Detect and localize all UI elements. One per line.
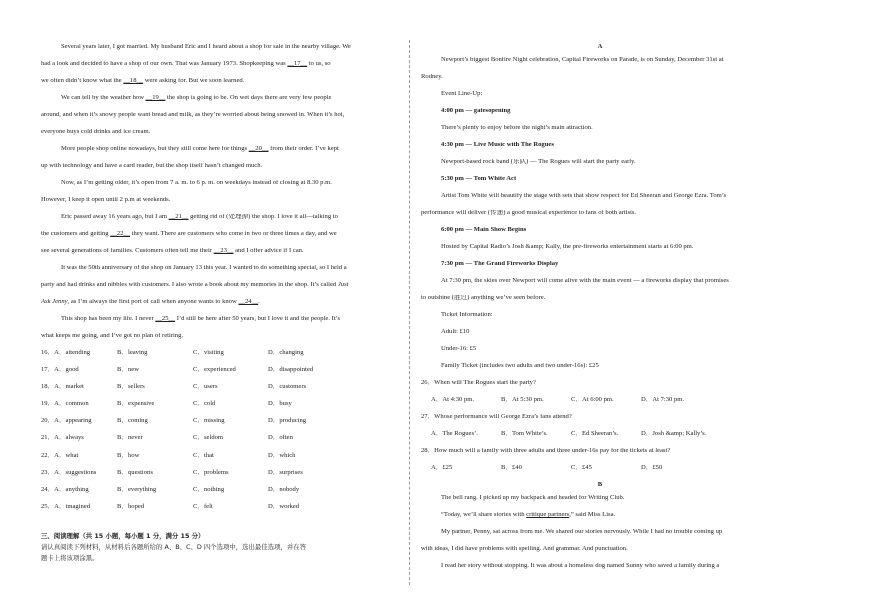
question-28: 28．How much will a family with three adults and three under-16s pay for the tickets at least? — [421, 448, 671, 454]
page-divider — [409, 40, 410, 585]
blank-25: __25__ — [155, 316, 176, 322]
passage-line: Newport-based rock band (乐队) — The Rogues will start the party early. — [441, 159, 636, 165]
passage-line: This shop has been my life. I never __25__ I’d still be here after 50 years, but I love it and the people. It’s — [61, 316, 341, 322]
blank-17: __17__ — [287, 61, 308, 67]
option-row: 23．A．suggestions B．questions C．problems D．surprises — [41, 468, 303, 476]
option-row: 24．A．anything B．everything C．nothing D．nobody — [41, 485, 300, 493]
passage-line: Now, as I’m getting older, it’s open from 7 a. m. to 6 p. m. on weekdays instead of closing at 8.30 p.m. — [61, 180, 332, 186]
passage-line: with ideas, I did have problems with spelling. And grammar. And punctuation. — [421, 546, 628, 552]
passage-line: Family Ticket (includes two adults and two under-16s): £25 — [441, 363, 599, 369]
right-column — [421, 44, 779, 580]
book-title: Just — [337, 282, 349, 288]
passage-line: Hosted by Capital Radio’s Josh &amp; Kally, the pre-fireworks entertainment starts at 6:00 pm. — [441, 244, 694, 250]
blank-18: __18__ — [123, 78, 144, 84]
blank-23: __23__ — [213, 248, 234, 254]
question-26: 26．When will The Rogues start the party? — [421, 380, 536, 386]
passage-line: More people shop online nowadays, but they still come here for things __20__ from their order. I’ve kept — [61, 146, 339, 152]
section-title: 三、阅读理解（共 15 小题，每小题 1 分，满分 15 分） — [41, 531, 205, 540]
passage-line: It was the 50th anniversary of the shop on January 13 this year. I wanted to do something special, so I held a — [61, 265, 347, 271]
question-26-options: A．At 4:30 pm. B．At 5:30 pm. C．At 6:00 pm. D．At 7:30 pm. — [431, 396, 685, 403]
left-column — [41, 44, 401, 566]
passage-line: I read her story without stopping. It was about a homeless dog named Sunny who saved a family during a — [441, 563, 720, 569]
cloze-options — [41, 350, 401, 521]
passage-line: what keeps me going, and I’ve got no plan of retiring. — [41, 333, 184, 339]
passage-line: had a look and decided to have a shop of our own. That was January 1973. Shopkeeping was __17__ to us, so — [41, 61, 331, 67]
event-time-heading: 4:00 pm — gatesopening — [441, 108, 511, 114]
underlined-phrase: critique partners — [526, 512, 570, 518]
passage-label-a: A — [597, 44, 603, 50]
passage-line: everyone buys cold drinks and ice cream. — [41, 129, 151, 135]
blank-24: __24__ — [238, 299, 259, 305]
passage-line: There’s plenty to enjoy before the night’s main attraction. — [441, 125, 593, 131]
passage-line: the customers and getting __22__ they want. There are customers who come in two or three times a day, and we — [41, 231, 337, 237]
option-row: 20．A．appearing B．coming C．missing D．producing — [41, 417, 307, 425]
passage-line: we often didn’t know what the __18__ were asking for. But we soon learned. — [41, 78, 245, 84]
passage-line: However, I keep it open until 2 p.m at weekends. — [41, 197, 171, 203]
passage-line: We can tell by the weather how __19__ the shop is going to be. On wet days there are very few people — [61, 95, 332, 101]
passage-line: to outshine (胜过) anything we’ve seen before. — [421, 295, 546, 301]
event-time-heading: 6:00 pm — Main Show Begins — [441, 227, 527, 233]
option-row: 22．A．what B．how C．that D．which — [41, 451, 296, 459]
event-time-heading: 5:30 pm — Tom White Act — [441, 176, 517, 182]
passage-line: party and had drinks and nibbles with customers. I also wrote a book about my memories in the shop. It’s called Just — [41, 282, 349, 288]
passage-label-b: B — [597, 482, 603, 488]
passage-line: Artist Tom White will beautify the stage with sets that show respect for Ed Sheeran and George Ezra. Tom’s — [441, 193, 727, 199]
passage-line: My partner, Penny, sat across from me. We shared our stories nervously. While I had no trouble coming up — [441, 529, 723, 535]
passage-line: Eric passed away 16 years ago, but I am __21__ getting rid of (处理掉) the shop. I love it all—talking to — [61, 214, 338, 220]
section-instructions: 请认真阅读下列材料，从材料后各题所给的 A、B、C、D 四个选项中，选出最佳选项，并在答 — [41, 542, 307, 551]
option-row: 18．A．market B．sellers C．users D．customers — [41, 383, 307, 391]
passage-line: The bell rang. I picked up my backpack and headed for Writing Club. — [441, 495, 625, 501]
passage-line: up with technology and have a card reader, but the shop itself hasn’t changed much. — [41, 163, 263, 169]
passage-line: At 7:30 pm, the skies over Newport will come alive with the main event — a fireworks display that promises — [441, 278, 729, 284]
passage-line: around, and when it’s snowy people want bread and milk, as they’re worried about being snowed in. When it’s hot, — [41, 112, 345, 118]
event-time-heading: 4:30 pm — Live Music with The Rogues — [441, 142, 554, 148]
passage-line: Adult: £10 — [441, 329, 470, 335]
question-28-options: A．£25 B．£40 C．£45 D．£50 — [431, 464, 663, 471]
option-row: 16．A．attending B．leaving C．visiting D．changing — [41, 349, 304, 356]
option-row: 25．A．imagined B．hoped C．felt D．worked — [41, 502, 300, 510]
book-title: Ask Jenny — [41, 299, 68, 305]
blank-21: __21__ — [168, 214, 189, 220]
section-instructions: 题卡上将该项涂黑。 — [41, 553, 99, 562]
question-27: 27．Whose performance will George Ezra’s fans attend? — [421, 414, 572, 420]
passage-line: Ticket Information: — [441, 312, 493, 318]
blank-20: __20__ — [248, 146, 269, 152]
passage-line: see several generations of families. Customers often tell me their __23__ and I offer advice if I can. — [41, 248, 304, 254]
blank-19: __19__ — [145, 95, 166, 101]
option-row: 19．A．common B．expensive C．cold D．busy — [41, 400, 292, 408]
event-time-heading: 7:30 pm — The Grand Fireworks Display — [441, 261, 559, 267]
passage-line: Ask Jenny, as I’m always the first port of call when anyone wants to know __24__. — [41, 299, 260, 305]
passage-line: Under-16: £5 — [441, 346, 477, 352]
passage-line: Event Line-Up: — [441, 91, 483, 97]
question-27-options: A．The Rogues’. B．Tom White’s. C．Ed Sheeran’s. D．Josh &amp; Kally’s. — [431, 430, 707, 437]
passage-line: “Today, we’ll share stories with critique partners,” said Miss Lisa. — [441, 512, 616, 518]
option-row: 17．A．good B．new C．experienced D．disappointed — [41, 366, 314, 374]
passage-line: Rodney. — [421, 74, 443, 80]
passage-line: performance will deliver (传递) a good musical experience to fans of both artists. — [421, 210, 637, 216]
blank-22: __22__ — [110, 231, 130, 237]
option-row: 21．A．always B．never C．seldom D．often — [41, 434, 293, 442]
passage-line: Newport’s biggest Bonfire Night celebration, Capital Fireworks on Parade, is on Sunday, December 31st at — [441, 57, 724, 63]
passage-line: Several years later, I got married. My husband Eric and I heard about a shop for sale in the nearby village. We — [61, 44, 351, 50]
